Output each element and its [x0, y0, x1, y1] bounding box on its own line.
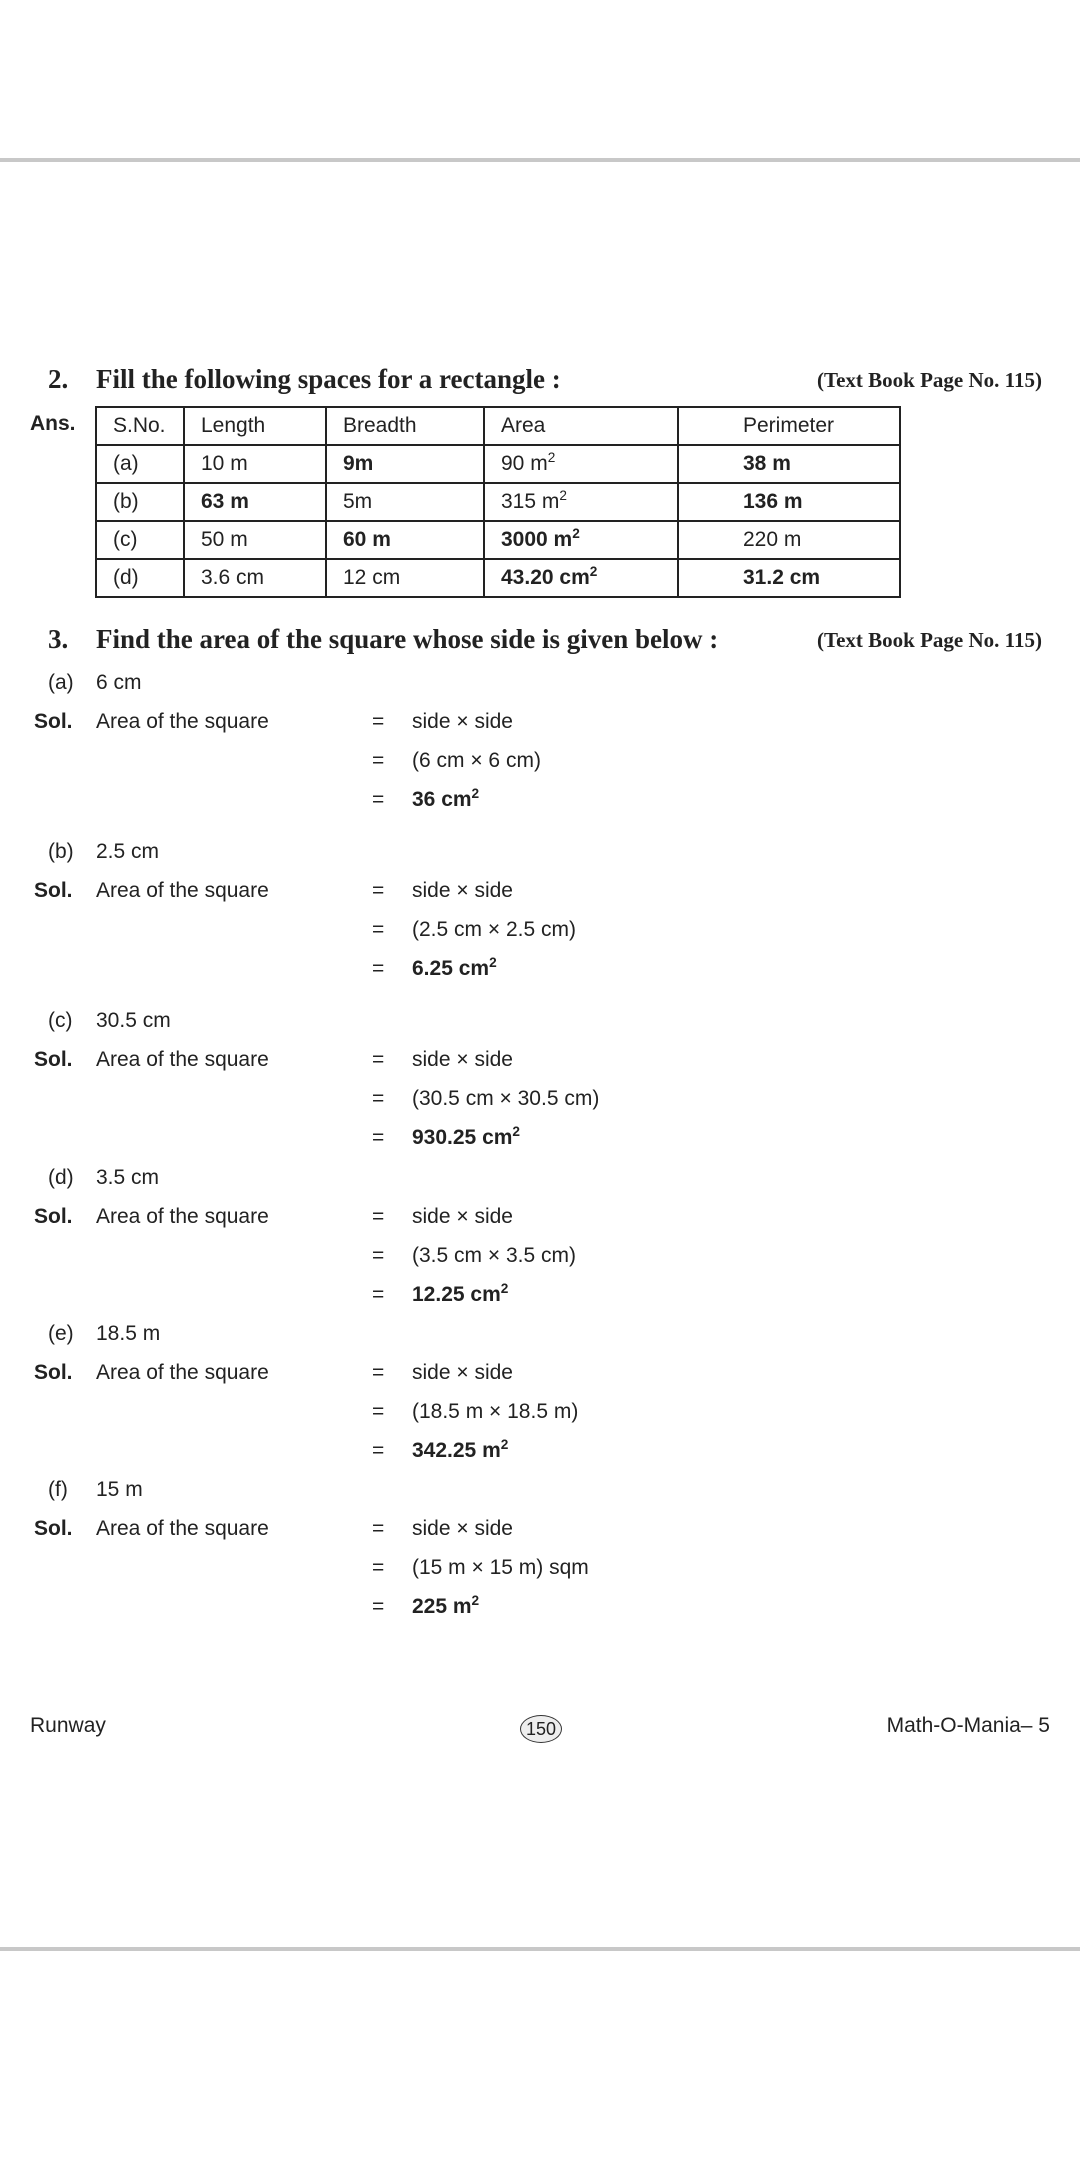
result-exponent: 2	[471, 786, 480, 801]
cell-area	[484, 521, 678, 559]
textbook-reference: (Text Book Page No. 115)	[817, 628, 1042, 652]
item-value: 3.5 cm	[96, 1166, 160, 1189]
equals-sign: =	[372, 710, 385, 733]
cell-breadth: 12 cm	[326, 559, 484, 597]
result-value: 225 m	[412, 1595, 472, 1618]
table-header-row	[96, 407, 900, 445]
result-exponent: 2	[471, 1593, 480, 1608]
item-value: 18.5 m	[96, 1322, 161, 1345]
footer-publisher: Runway	[30, 1714, 106, 1737]
equals-sign: =	[372, 749, 385, 772]
cell-perimeter: 136 m	[678, 483, 900, 521]
equals-sign: =	[372, 957, 385, 980]
equals-sign: =	[372, 1400, 385, 1423]
solution-label: Sol.	[34, 710, 73, 733]
question-3-header	[0, 624, 1080, 664]
result-value: 930.25 cm	[412, 1126, 513, 1149]
step-substitution: (2.5 cm × 2.5 cm)	[412, 918, 576, 941]
cell-breadth: 60 m	[326, 521, 484, 559]
header-perimeter: Perimeter	[678, 407, 900, 445]
textbook-reference: (Text Book Page No. 115)	[817, 368, 1042, 392]
cell-length: 10 m	[184, 445, 326, 483]
step-formula: side × side	[412, 879, 513, 902]
result-value: 12.25 cm	[412, 1283, 501, 1306]
step-result	[412, 1439, 508, 1463]
result-value: 6.25 cm	[412, 957, 490, 980]
area-exponent: 2	[572, 526, 580, 541]
step-formula: side × side	[412, 1361, 513, 1384]
table-row	[96, 483, 900, 521]
rectangle-table	[95, 406, 901, 598]
cell-length: 3.6 cm	[184, 559, 326, 597]
item-value: 6 cm	[96, 671, 142, 694]
result-value: 342.25 m	[412, 1439, 501, 1462]
cell-sno: (b)	[96, 483, 184, 521]
equals-sign: =	[372, 1244, 385, 1267]
equals-sign: =	[372, 788, 385, 811]
table-row	[96, 559, 900, 597]
item-label: (d)	[48, 1166, 74, 1189]
item-value: 2.5 cm	[96, 840, 160, 863]
step-substitution: (30.5 cm × 30.5 cm)	[412, 1087, 600, 1110]
area-exponent: 2	[589, 564, 598, 579]
equals-sign: =	[372, 1205, 385, 1228]
area-of-square-label: Area of the square	[96, 1048, 269, 1071]
step-result	[412, 1595, 479, 1619]
cell-breadth: 9m	[326, 445, 484, 483]
solution-label: Sol.	[34, 1048, 73, 1071]
question-text: Find the area of the square whose side is given below :	[96, 624, 719, 654]
cell-sno: (a)	[96, 445, 184, 483]
equals-sign: =	[372, 1517, 385, 1540]
equals-sign: =	[372, 1361, 385, 1384]
area-exponent: 2	[547, 450, 556, 465]
step-result	[412, 1126, 520, 1150]
equals-sign: =	[372, 1126, 385, 1149]
solution-label: Sol.	[34, 1517, 73, 1540]
equals-sign: =	[372, 1048, 385, 1071]
answer-label: Ans.	[30, 412, 76, 435]
step-result	[412, 957, 497, 981]
area-value: 3000 m	[501, 528, 573, 551]
result-exponent: 2	[489, 955, 497, 970]
area-of-square-label: Area of the square	[96, 1361, 269, 1384]
item-label: (f)	[48, 1478, 68, 1501]
cell-length: 63 m	[184, 483, 326, 521]
result-exponent: 2	[512, 1124, 521, 1139]
area-value: 43.20 cm	[501, 566, 590, 589]
cell-breadth: 5m	[326, 483, 484, 521]
area-of-square-label: Area of the square	[96, 879, 269, 902]
question-2-header	[0, 364, 1080, 404]
cell-area	[484, 559, 678, 597]
item-label: (c)	[48, 1009, 73, 1032]
result-value: 36 cm	[412, 788, 472, 811]
step-substitution: (18.5 m × 18.5 m)	[412, 1400, 579, 1423]
item-label: (b)	[48, 840, 74, 863]
step-formula: side × side	[412, 1517, 513, 1540]
item-label: (a)	[48, 671, 74, 694]
header-length: Length	[184, 407, 326, 445]
step-substitution: (3.5 cm × 3.5 cm)	[412, 1244, 576, 1267]
area-exponent: 2	[559, 488, 567, 503]
question-number: 2.	[48, 364, 69, 394]
question-number: 3.	[48, 624, 69, 654]
cell-length: 50 m	[184, 521, 326, 559]
item-label: (e)	[48, 1322, 74, 1345]
page-number: 150	[520, 1715, 562, 1743]
table-row	[96, 445, 900, 483]
table-row	[96, 521, 900, 559]
equals-sign: =	[372, 1087, 385, 1110]
step-result	[412, 788, 479, 812]
cell-sno: (d)	[96, 559, 184, 597]
solution-label: Sol.	[34, 1361, 73, 1384]
step-result	[412, 1283, 508, 1307]
question-text: Fill the following spaces for a rectangle :	[96, 364, 561, 394]
step-formula: side × side	[412, 1205, 513, 1228]
solution-label: Sol.	[34, 1205, 73, 1228]
equals-sign: =	[372, 1439, 385, 1462]
step-formula: side × side	[412, 710, 513, 733]
equals-sign: =	[372, 1556, 385, 1579]
equals-sign: =	[372, 1595, 385, 1618]
header-sno: S.No.	[96, 407, 184, 445]
area-of-square-label: Area of the square	[96, 1205, 269, 1228]
item-value: 30.5 cm	[96, 1009, 171, 1032]
equals-sign: =	[372, 879, 385, 902]
header-area: Area	[484, 407, 678, 445]
step-substitution: (15 m × 15 m) sqm	[412, 1556, 589, 1579]
cell-area	[484, 483, 678, 521]
equals-sign: =	[372, 1283, 385, 1306]
cell-sno: (c)	[96, 521, 184, 559]
area-of-square-label: Area of the square	[96, 710, 269, 733]
equals-sign: =	[372, 918, 385, 941]
result-exponent: 2	[500, 1437, 509, 1452]
area-value: 315 m	[501, 490, 560, 513]
area-value: 90 m	[501, 452, 548, 475]
bottom-divider	[0, 1947, 1080, 1951]
cell-perimeter: 38 m	[678, 445, 900, 483]
item-value: 15 m	[96, 1478, 143, 1501]
solution-label: Sol.	[34, 879, 73, 902]
cell-perimeter: 220 m	[678, 521, 900, 559]
header-breadth: Breadth	[326, 407, 484, 445]
footer-book-title: Math-O-Mania– 5	[886, 1714, 1050, 1737]
step-formula: side × side	[412, 1048, 513, 1071]
result-exponent: 2	[500, 1281, 509, 1296]
step-substitution: (6 cm × 6 cm)	[412, 749, 541, 772]
cell-area	[484, 445, 678, 483]
area-of-square-label: Area of the square	[96, 1517, 269, 1540]
top-divider	[0, 158, 1080, 162]
cell-perimeter: 31.2 cm	[678, 559, 900, 597]
